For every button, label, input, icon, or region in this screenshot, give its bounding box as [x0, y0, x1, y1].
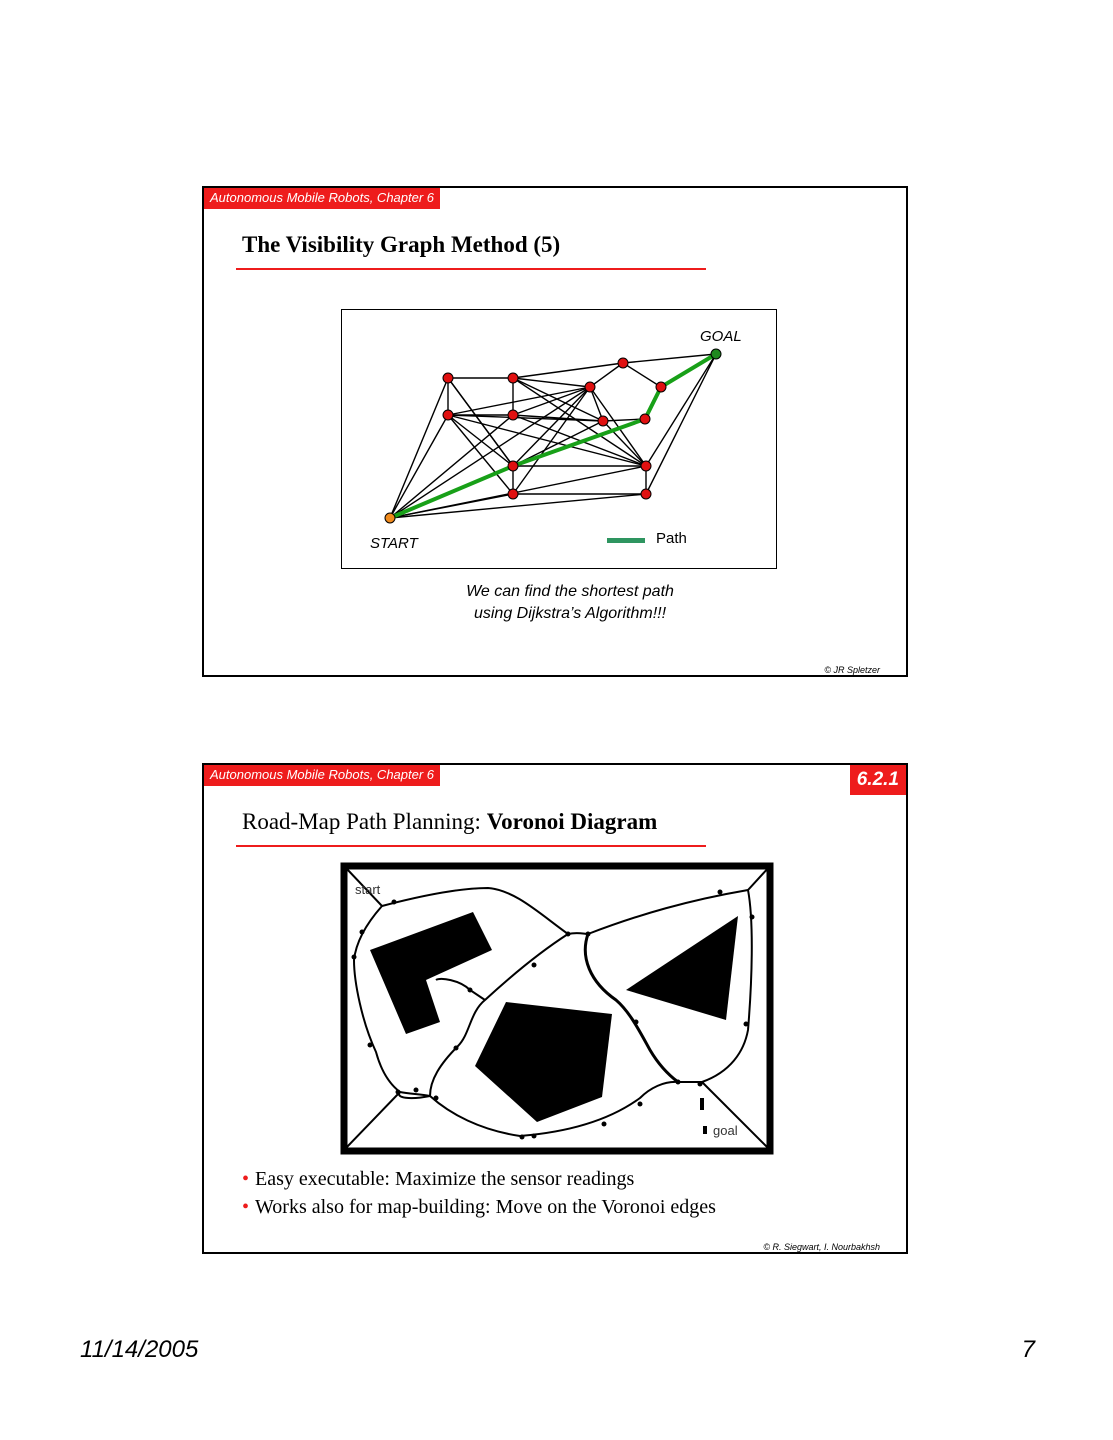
bullet-marker: • — [242, 1196, 250, 1218]
slide-credit: © JR Spletzer — [824, 665, 880, 675]
graph-node — [656, 382, 666, 392]
bullet-text: Works also for map-building: Move on the Voronoi edges — [255, 1196, 716, 1218]
voronoi-vertex — [392, 900, 397, 905]
graph-node — [640, 414, 650, 424]
caption-line-2: using Dijkstra’s Algorithm!!! — [473, 605, 667, 622]
slide-title: The Visibility Graph Method (5) — [242, 232, 561, 257]
voronoi-vertex — [634, 1020, 639, 1025]
graph-node — [641, 489, 651, 499]
voronoi-vertex — [396, 1090, 401, 1095]
voronoi-vertex — [566, 932, 571, 937]
graph-node — [598, 416, 608, 426]
voronoi-vertex — [718, 890, 723, 895]
visibility-graph-figure — [341, 309, 777, 569]
obstacle-pentagon — [475, 1002, 612, 1122]
graph-node — [508, 410, 518, 420]
voronoi-vertex — [532, 963, 537, 968]
voronoi-vertex — [414, 1088, 419, 1093]
goal-node — [711, 349, 721, 359]
bullet-text: Easy executable: Maximize the sensor readings — [255, 1168, 635, 1190]
voronoi-vertex — [744, 1022, 749, 1027]
voronoi-vertex — [434, 1096, 439, 1101]
graph-node — [585, 382, 595, 392]
obstacle-triangle — [626, 916, 738, 1020]
start-node — [385, 513, 395, 523]
voronoi-vertex — [602, 1122, 607, 1127]
voronoi-vertex — [468, 988, 473, 993]
page-number: 7 — [1021, 1336, 1035, 1363]
visibility-graph-svg — [342, 310, 775, 567]
voronoi-vertex — [368, 1043, 373, 1048]
title-underline — [236, 268, 706, 270]
legend-path-label: Path — [656, 530, 687, 547]
voronoi-vertex — [532, 1134, 537, 1139]
footer-date: 11/14/2005 — [80, 1336, 199, 1363]
voronoi-vertex — [676, 1080, 681, 1085]
slide-title — [242, 809, 657, 835]
graph-node — [508, 373, 518, 383]
goal-label: goal — [713, 1123, 738, 1138]
slide-credit: © R. Siegwart, I. Nourbakhsh — [763, 1242, 880, 1252]
graph-node — [508, 461, 518, 471]
slide-voronoi-diagram — [202, 763, 908, 1254]
voronoi-vertex — [520, 1135, 525, 1140]
bullet-marker: • — [242, 1168, 250, 1190]
slide-visibility-graph — [202, 186, 908, 677]
voronoi-vertex — [352, 955, 357, 960]
slide-header-tag: Autonomous Mobile Robots, Chapter 6 — [204, 765, 440, 786]
title-prefix: Road-Map Path Planning: — [242, 809, 487, 834]
slide-header-tag: Autonomous Mobile Robots, Chapter 6 — [204, 188, 440, 209]
voronoi-vertex — [360, 930, 365, 935]
voronoi-svg — [340, 862, 774, 1155]
graph-node — [618, 358, 628, 368]
graph-node — [443, 373, 453, 383]
title-bold: Voronoi Diagram — [486, 809, 658, 834]
voronoi-vertex — [586, 932, 591, 937]
graph-edges — [390, 354, 716, 518]
section-number-badge: 6.2.1 — [850, 765, 906, 795]
title-underline — [236, 845, 706, 847]
graph-node — [508, 489, 518, 499]
goal-label: GOAL — [700, 328, 742, 345]
start-label: start — [355, 882, 381, 897]
voronoi-vertex — [698, 1082, 703, 1087]
start-label: START — [370, 535, 418, 552]
goal-dashes — [700, 1098, 707, 1134]
caption-line-1: We can find the shortest path — [466, 583, 674, 600]
legend-path-swatch — [607, 538, 645, 543]
bullet-item — [242, 1165, 716, 1193]
voronoi-vertex — [750, 915, 755, 920]
bullet-item — [242, 1193, 716, 1221]
bullet-list — [242, 1165, 716, 1221]
graph-node — [641, 461, 651, 471]
voronoi-vertex — [454, 1046, 459, 1051]
voronoi-vertex — [638, 1102, 643, 1107]
voronoi-figure — [340, 862, 774, 1155]
graph-node — [443, 410, 453, 420]
